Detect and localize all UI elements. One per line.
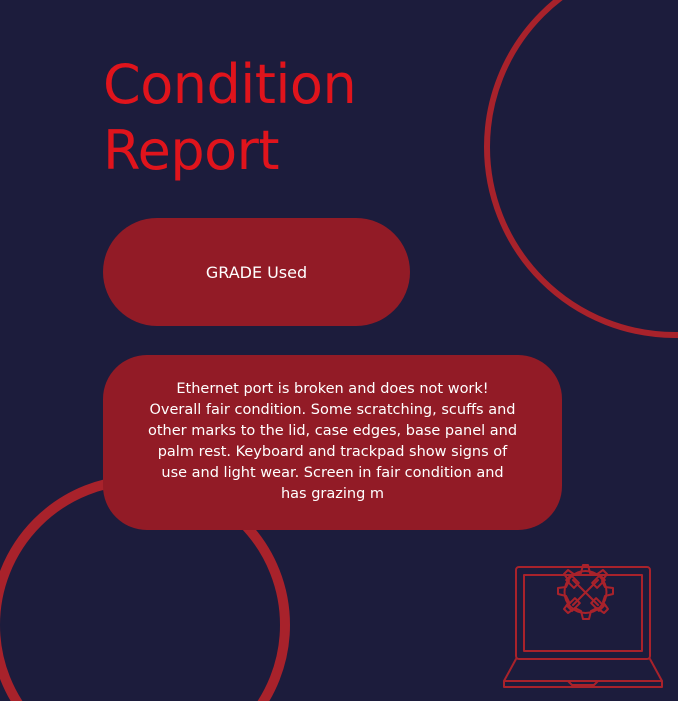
condition-notes [103,355,562,530]
grade-badge [103,218,410,326]
laptop-repair-icon [500,545,666,695]
grade-label: GRADE [205,262,263,282]
notes-line: Ethernet port is broken and does not work! [176,381,489,397]
title-line-1: Condition [103,53,357,116]
notes-line: Overall fair condition. Some scratching, scuffs and [149,402,516,418]
title-line-2: Report [103,119,280,182]
notes-line: has grazing m [280,486,385,502]
notes-line: use and light wear. Screen in fair condition and [161,465,504,481]
notes-line: other marks to the lid, case edges, base panel and [147,423,518,439]
top-right-arc [487,0,678,335]
page-title [103,52,356,184]
notes-line: palm rest. Keyboard and trackpad show signs of [157,444,508,460]
grade-value: Used [267,262,308,282]
